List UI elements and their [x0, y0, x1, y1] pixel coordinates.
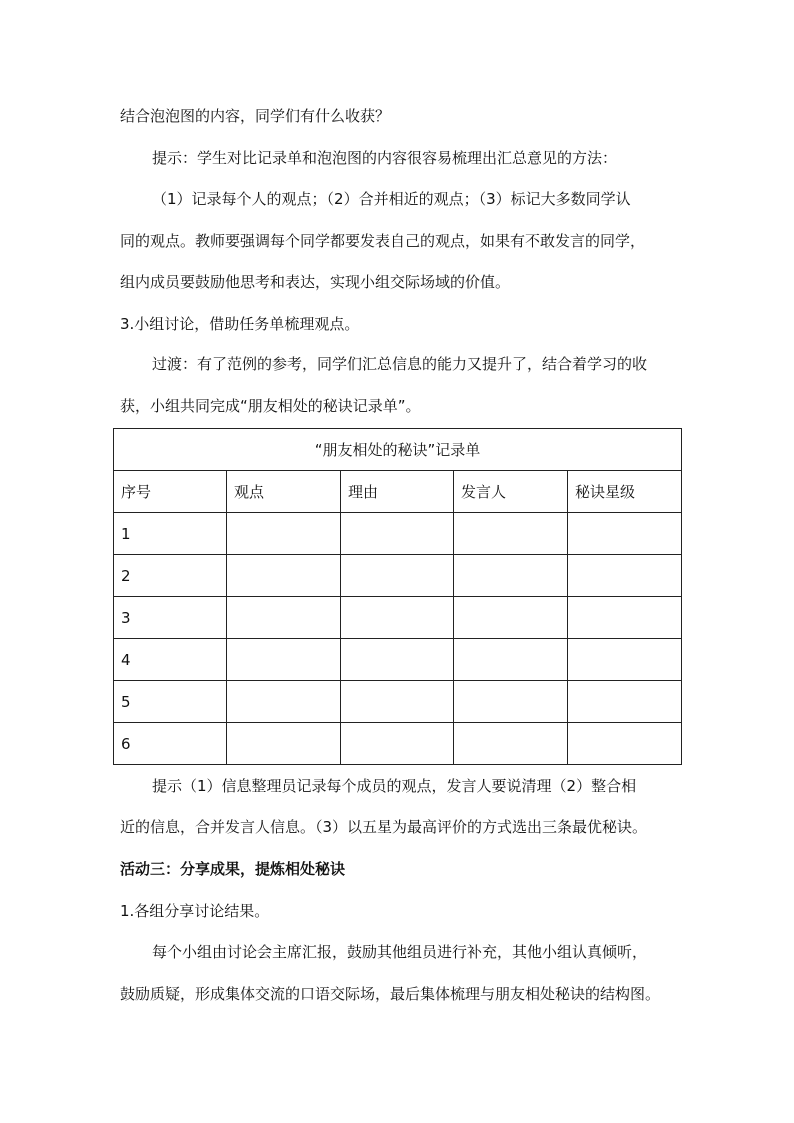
cell-viewpoint: [227, 513, 341, 555]
row-index: 6: [114, 723, 227, 765]
cell-speaker: [454, 597, 568, 639]
paragraph-share-line1: 每个小组由讨论会主席汇报，鼓励其他组员进行补充，其他小组认真倾听，: [152, 943, 648, 961]
cell-speaker: [454, 681, 568, 723]
header-speaker: 发言人: [454, 471, 568, 513]
paragraph-steps-line2: 同的观点。教师要强调每个同学都要发表自己的观点，如果有不敢发言的同学，: [120, 232, 646, 250]
paragraph-transition-line2: 获，小组共同完成“朋友相处的秘诀记录单”。: [120, 397, 421, 415]
cell-speaker: [454, 513, 568, 555]
cell-reason: [341, 681, 454, 723]
cell-star-rating: [568, 723, 682, 765]
cell-viewpoint: [227, 681, 341, 723]
cell-star-rating: [568, 639, 682, 681]
table-row: [114, 513, 682, 555]
paragraph-harvest-question: 结合泡泡图的内容，同学们有什么收获？: [120, 107, 391, 125]
paragraph-hint-line1: 提示（1）信息整理员记录每个成员的观点，发言人要说清理（2）整合相: [152, 777, 637, 795]
cell-speaker: [454, 555, 568, 597]
cell-star-rating: [568, 681, 682, 723]
cell-speaker: [454, 723, 568, 765]
paragraph-steps-line1: （1）记录每个人的观点；（2）合并相近的观点；（3）标记大多数同学认: [152, 190, 631, 208]
cell-reason: [341, 555, 454, 597]
cell-star-rating: [568, 555, 682, 597]
activity-three-heading: 活动三：分享成果，提炼相处秘诀: [120, 860, 346, 878]
table-header-row: [114, 471, 682, 513]
header-reason: 理由: [341, 471, 454, 513]
row-index: 3: [114, 597, 227, 639]
table-row: [114, 597, 682, 639]
table-row: [114, 639, 682, 681]
row-index: 2: [114, 555, 227, 597]
table-caption: “朋友相处的秘诀”记录单: [114, 429, 682, 471]
paragraph-hint-line2: 近的信息，合并发言人信息。（3）以五星为最高评价的方式选出三条最优秘诀。: [120, 818, 648, 836]
table-row: [114, 555, 682, 597]
table-row: [114, 723, 682, 765]
cell-reason: [341, 639, 454, 681]
cell-viewpoint: [227, 555, 341, 597]
table-row: [114, 681, 682, 723]
paragraph-hint-method: 提示：学生对比记录单和泡泡图的内容很容易梳理出汇总意见的方法：: [152, 149, 618, 167]
header-index: 序号: [114, 471, 227, 513]
cell-reason: [341, 597, 454, 639]
secret-record-table: [113, 428, 682, 765]
row-index: 5: [114, 681, 227, 723]
section-heading-share-results: 1.各组分享讨论结果。: [120, 902, 270, 920]
cell-viewpoint: [227, 723, 341, 765]
cell-reason: [341, 513, 454, 555]
cell-star-rating: [568, 597, 682, 639]
cell-viewpoint: [227, 597, 341, 639]
paragraph-steps-line3: 组内成员要鼓励他思考和表达，实现小组交际场域的价值。: [120, 273, 511, 291]
table-caption-row: [114, 429, 682, 471]
paragraph-share-line2: 鼓励质疑，形成集体交流的口语交际场，最后集体梳理与朋友相处秘诀的结构图。: [120, 985, 661, 1003]
header-viewpoint: 观点: [227, 471, 341, 513]
cell-reason: [341, 723, 454, 765]
cell-viewpoint: [227, 639, 341, 681]
cell-star-rating: [568, 513, 682, 555]
paragraph-transition-line1: 过渡：有了范例的参考，同学们汇总信息的能力又提升了，结合着学习的收: [152, 355, 648, 373]
section-heading-group-discussion: 3.小组讨论，借助任务单梳理观点。: [120, 315, 360, 333]
row-index: 4: [114, 639, 227, 681]
row-index: 1: [114, 513, 227, 555]
cell-speaker: [454, 639, 568, 681]
header-star-rating: 秘诀星级: [568, 471, 682, 513]
